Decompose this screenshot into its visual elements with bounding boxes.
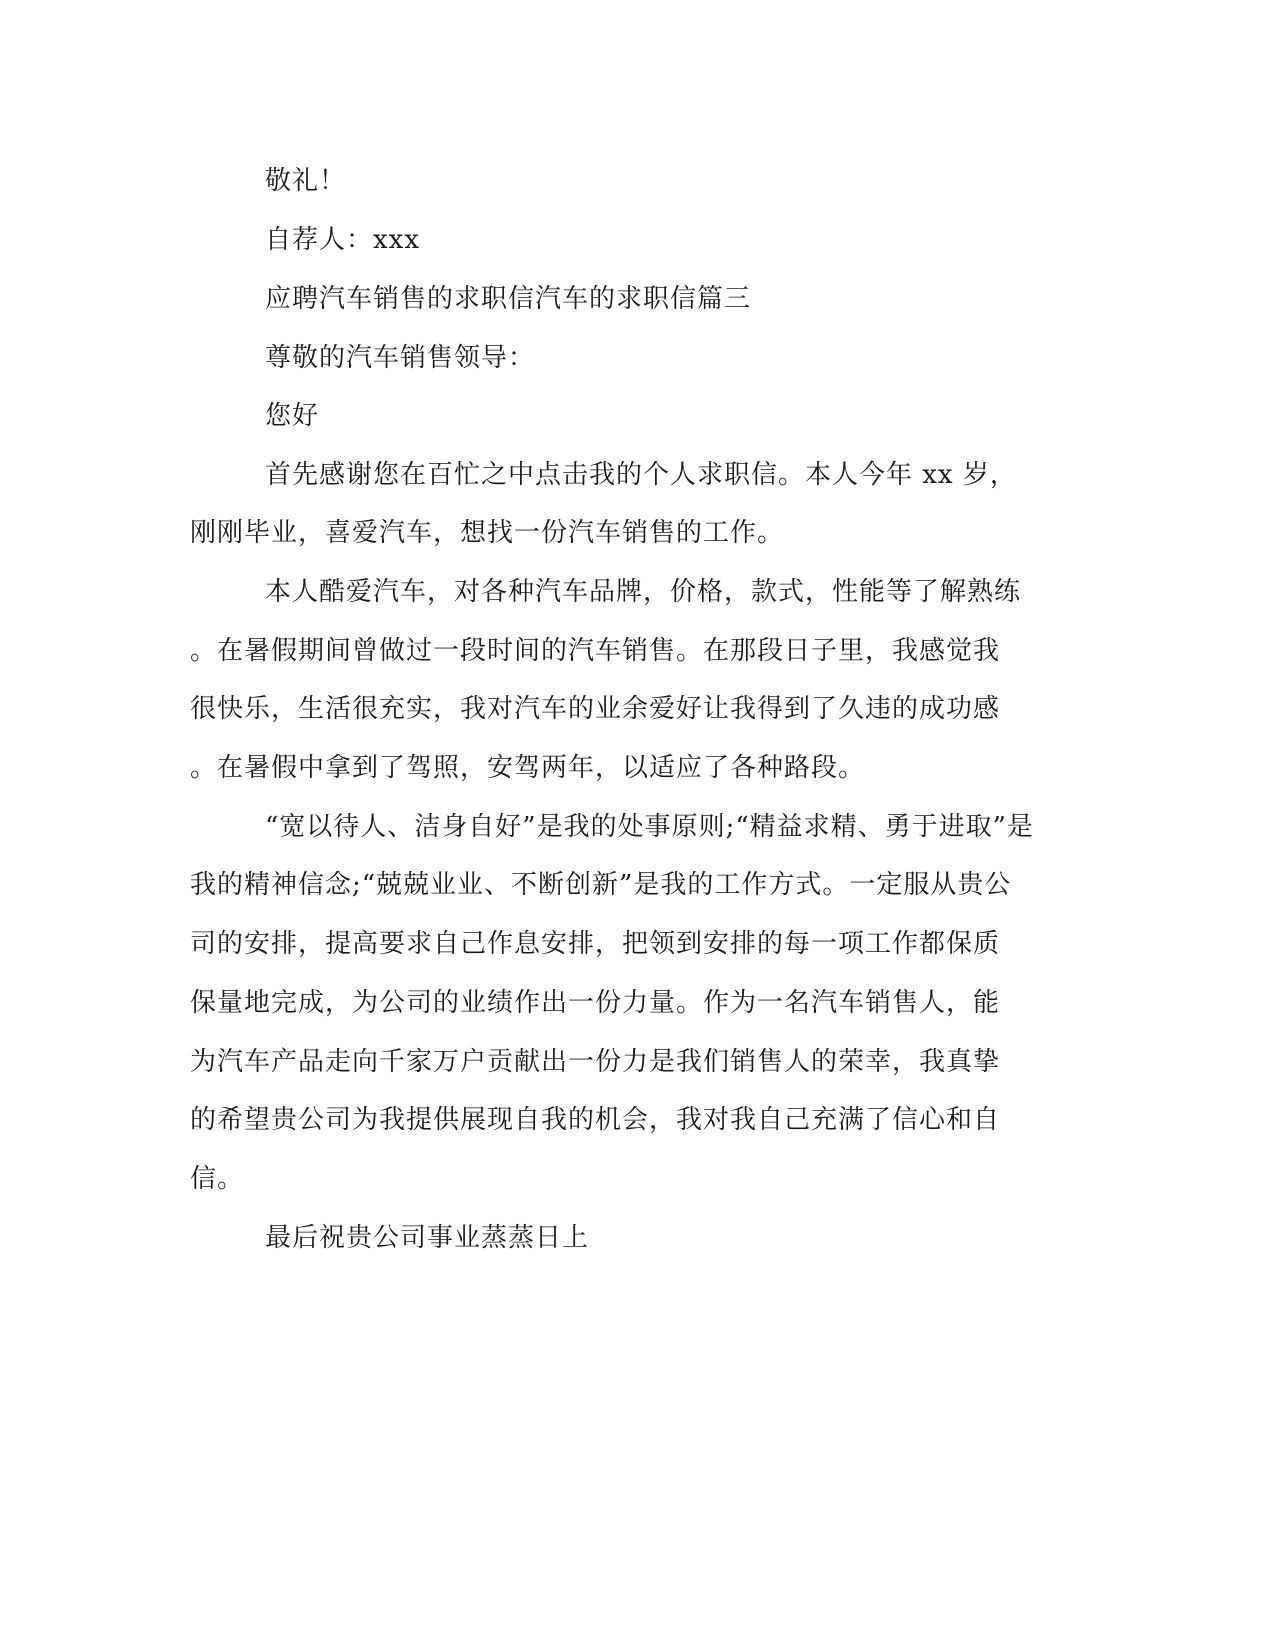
paragraph-1-line-2: 刚刚毕业，喜爱汽车，想找一份汽车销售的工作。 [190, 518, 785, 548]
signature-line: 自荐人：xxx [265, 225, 420, 255]
paragraph-2-line-3: 很快乐，生活很充实，我对汽车的业余爱好让我得到了久违的成功感 [190, 694, 1001, 724]
paragraph-3-line-6: 的希望贵公司为我提供展现自我的机会，我对我自己充满了信心和自 [190, 1105, 1001, 1135]
paragraph-3-line-1: “宽以待人、洁身自好”是我的处事原则;“精益求精、勇于进取”是 [265, 812, 1034, 842]
paragraph-1-line-1: 首先感谢您在百忙之中点击我的个人求职信。本人今年 xx 岁， [265, 460, 1017, 490]
paragraph-2-line-1: 本人酷爱汽车，对各种汽车品牌，价格，款式，性能等了解熟练 [265, 577, 1022, 607]
letter-title: 应聘汽车销售的求职信汽车的求职信篇三 [265, 284, 752, 314]
paragraph-2-line-2: 。在暑假期间曾做过一段时间的汽车销售。在那段日子里，我感觉我 [190, 636, 1001, 666]
closing-line: 敬礼！ [265, 166, 347, 196]
paragraph-3-line-3: 司的安排，提高要求自己作息安排，把领到安排的每一项工作都保质 [190, 929, 1001, 959]
paragraph-3-line-4: 保量地完成，为公司的业绩作出一份力量。作为一名汽车销售人，能 [190, 988, 1001, 1018]
greeting-line: 您好 [265, 401, 320, 431]
paragraph-3-line-5: 为汽车产品走向千家万户贡献出一份力是我们销售人的荣幸，我真挚 [190, 1047, 1001, 1077]
salutation-line: 尊敬的汽车销售领导： [265, 343, 536, 373]
final-line: 最后祝贵公司事业蒸蒸日上 [265, 1223, 590, 1253]
paragraph-3-line-7: 信。 [190, 1164, 245, 1194]
paragraph-3-line-2: 我的精神信念;“兢兢业业、不断创新”是我的工作方式。一定服从贵公 [190, 870, 1012, 900]
paragraph-2-line-4: 。在暑假中拿到了驾照，安驾两年，以适应了各种路段。 [190, 753, 866, 783]
